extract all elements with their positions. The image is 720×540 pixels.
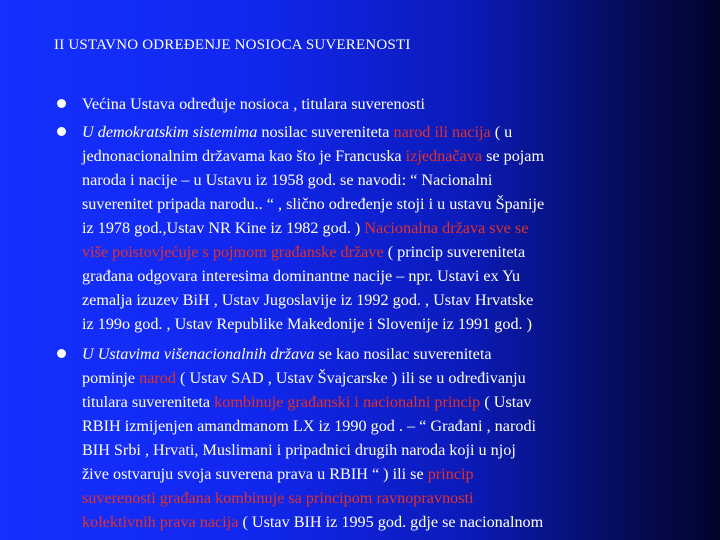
bullet-3-line-5: BIH Srbi , Hrvati, Muslimani i pripadnici drugih naroda koji u njoj (82, 441, 516, 459)
text-span: Većina Ustava određuje nosioca , titulara suverenosti (82, 95, 425, 113)
text-span: titulara suvereniteta (82, 393, 215, 411)
highlight-phrase: narod (139, 369, 176, 387)
highlight-phrase: narod ili nacija (393, 123, 491, 141)
text-span: ( Ustav (480, 393, 532, 411)
text-span: ( Ustav BIH iz 1995 god. gdje se nacionalnom (238, 513, 544, 531)
bullet-3-line-1 (82, 342, 492, 366)
italic-phrase: U demokratskim sistemima (82, 123, 258, 141)
bullet-3-line-7 (82, 486, 474, 510)
bullet-3-line-4: RBIH izmijenjen amandmanom LX iz 1990 god . – “ Građani , narodi (82, 417, 537, 435)
text-span: jednonacionalnim državama kao što je Francuska (82, 147, 406, 165)
bullet-dot-1 (57, 99, 66, 108)
bullet-2-line-9: iz 199o god. , Ustav Republike Makedonije i Slovenije iz 1991 god. ) (82, 315, 533, 333)
text-span: ( u (490, 123, 513, 141)
highlight-phrase: kombinuje građanski i nacionalni princip (214, 393, 481, 411)
bullet-2-line-5 (82, 216, 528, 240)
bullet-1-line-1 (82, 92, 425, 116)
bullet-2-line-1 (82, 120, 512, 144)
text-span: ( princip suvereniteta (383, 243, 526, 261)
bullet-2-line-6 (82, 240, 525, 264)
text-span: iz 1978 god.,Ustav NR Kine iz 1982 god. ) (82, 219, 365, 237)
bullet-dot-2 (57, 127, 66, 136)
bullet-3-line-3 (82, 390, 532, 414)
text-span: se pojam (482, 147, 545, 165)
bullet-dot-3 (57, 349, 66, 358)
highlight-phrase: kolektivnih prava nacija (82, 513, 239, 531)
text-span: pominje (82, 369, 140, 387)
highlight-phrase: izjednačava (405, 147, 483, 165)
text-span: nosilac suvereniteta (257, 123, 394, 141)
bullet-3-line-6 (82, 462, 474, 486)
text-span: se kao nosilac suvereniteta (314, 345, 492, 363)
text-span: žive ostvaruju svoja suverena prava u RBIH “ ) ili se (82, 465, 428, 483)
highlight-phrase: Nacionalna država sve se (364, 219, 529, 237)
bullet-2-line-3: naroda i nacije – u Ustavu iz 1958 god. se navodi: “ Nacionalni (82, 171, 493, 189)
bullet-2-line-8: zemalja izuzev BiH , Ustav Jugoslavije iz 1992 god. , Ustav Hrvatske (82, 291, 534, 309)
bullet-3-line-2 (82, 366, 526, 390)
bullet-2-line-7: građana odgovara interesima dominantne nacije – npr. Ustavi ex Yu (82, 267, 521, 285)
bullet-3-line-8 (82, 510, 543, 534)
highlight-phrase: suverenosti građana kombinuje sa principom ravnopravnosti (82, 489, 474, 507)
highlight-phrase: princip (427, 465, 474, 483)
bullet-2-line-4: suverenitet pripada narodu.. “ , slično određenje stoji i u ustavu Španije (82, 195, 545, 213)
slide-title: II USTAVNO ODREĐENJE NOSIOCA SUVERENOSTI (54, 37, 411, 53)
text-span: ( Ustav SAD , Ustav Švajcarske ) ili se u određivanju (175, 369, 526, 387)
bullet-2-line-2 (82, 144, 544, 168)
highlight-phrase: više poistovjećuje s pojmom građanske države (82, 243, 384, 261)
italic-phrase: U Ustavima višenacionalnih država (82, 345, 315, 363)
